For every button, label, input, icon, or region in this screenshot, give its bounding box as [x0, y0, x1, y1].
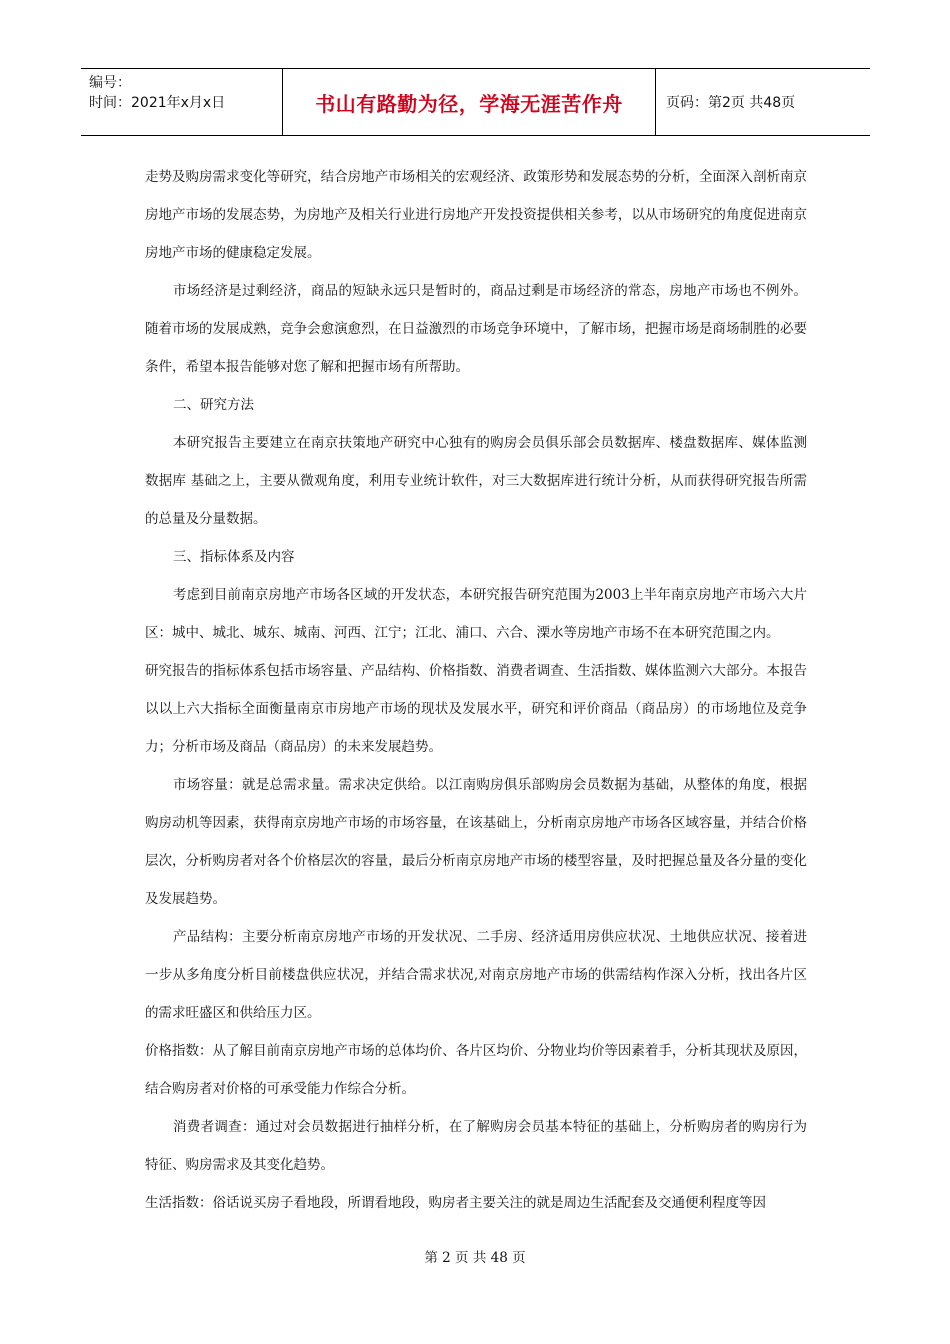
paragraph: 走势及购房需求变化等研究，结合房地产市场相关的宏观经济、政策形势和发展态势的分析，全面深入剖析南京房地产市场的发展态势，为房地产及相关行业进行房地产开发投资提供相关参考，以从市场研究的角度促进南京房地产市场的健康稳定发展。: [145, 169, 807, 261]
paragraph: 消费者调查：通过对会员数据进行抽样分析，在了解购房会员基本特征的基础上，分析购房者的购房行为特征、购房需求及其变化趋势。: [145, 1119, 807, 1173]
paragraph: 本研究报告主要建立在南京扶策地产研究中心独有的购房会员俱乐部会员数据库、楼盘数据库、媒体监测数据库 基础之上，主要从微观角度，利用专业统计软件，对三大数据库进行统计分析，从而获得研究报告所需的总量及分量数据。: [145, 435, 807, 527]
header-table: [81, 68, 870, 136]
header-meta-cell: [81, 69, 282, 135]
section-heading: 二、研究方法: [173, 397, 254, 413]
paragraph: 价格指数：从了解目前南京房地产市场的总体均价、各片区均价、分物业均价等因素着手，分析其现状及原因，结合购房者对价格的可承受能力作综合分析。: [145, 1043, 807, 1097]
page-footer: [0, 1246, 950, 1266]
number-label: 编号：: [89, 75, 131, 91]
section-heading: 三、指标体系及内容: [173, 549, 295, 565]
paragraph: 市场容量：就是总需求量。需求决定供给。以江南购房俱乐部购房会员数据为基础，从整体的角度，根据购房动机等因素，获得南京房地产市场的市场容量，在该基础上，分析南京房地产市场各区域容量，并结合价格层次，分析购房者对各个价格层次的容量，最后分析南京房地产市场的楼型容量，及时把握总量及各分量的变化及发展趋势。: [145, 777, 807, 907]
footer-page-number: 第 2 页 共 48 页: [424, 1250, 526, 1266]
paragraph: 产品结构：主要分析南京房地产市场的开发状况、二手房、经济适用房供应状况、土地供应状况、接着进一步从多角度分析目前楼盘供应状况，并结合需求状况,对南京房地产市场的供需结构作深入分析，找出各片区的需求旺盛区和供给压力区。: [145, 929, 807, 1021]
motto-text: 书山有路勤为径，学海无涯苦作舟: [315, 91, 623, 116]
paragraph: 研究报告的指标体系包括市场容量、产品结构、价格指数、消费者调查、生活指数、媒体监测六大部分。本报告以以上六大指标全面衡量南京市房地产市场的现状及发展水平，研究和评价商品（商品房）的市场地位及竞争力；分析市场及商品（商品房）的未来发展趋势。: [145, 663, 807, 755]
paragraph: 市场经济是过剩经济，商品的短缺永远只是暂时的，商品过剩是市场经济的常态，房地产市场也不例外。随着市场的发展成熟，竞争会愈演愈烈，在日益激烈的市场竞争环境中，了解市场，把握市场是商场制胜的必要条件，希望本报告能够对您了解和把握市场有所帮助。: [145, 283, 807, 375]
paragraph: 考虑到目前南京房地产市场各区域的开发状态，本研究报告研究范围为2003上半年南京房地产市场六大片区：城中、城北、城东、城南、河西、江宁；江北、浦口、六合、溧水等房地产市场不在本研究范围之内。: [145, 587, 807, 641]
document-body: [145, 158, 807, 1222]
header-motto-cell: [282, 69, 656, 135]
page-info: 页码：第2页 共48页: [666, 95, 796, 111]
time-label: 时间：2021年x月x日: [89, 95, 226, 111]
paragraph: 生活指数：俗话说买房子看地段，所谓看地段，购房者主要关注的就是周边生活配套及交通便利程度等因: [145, 1195, 766, 1211]
header-page-cell: [656, 69, 870, 135]
